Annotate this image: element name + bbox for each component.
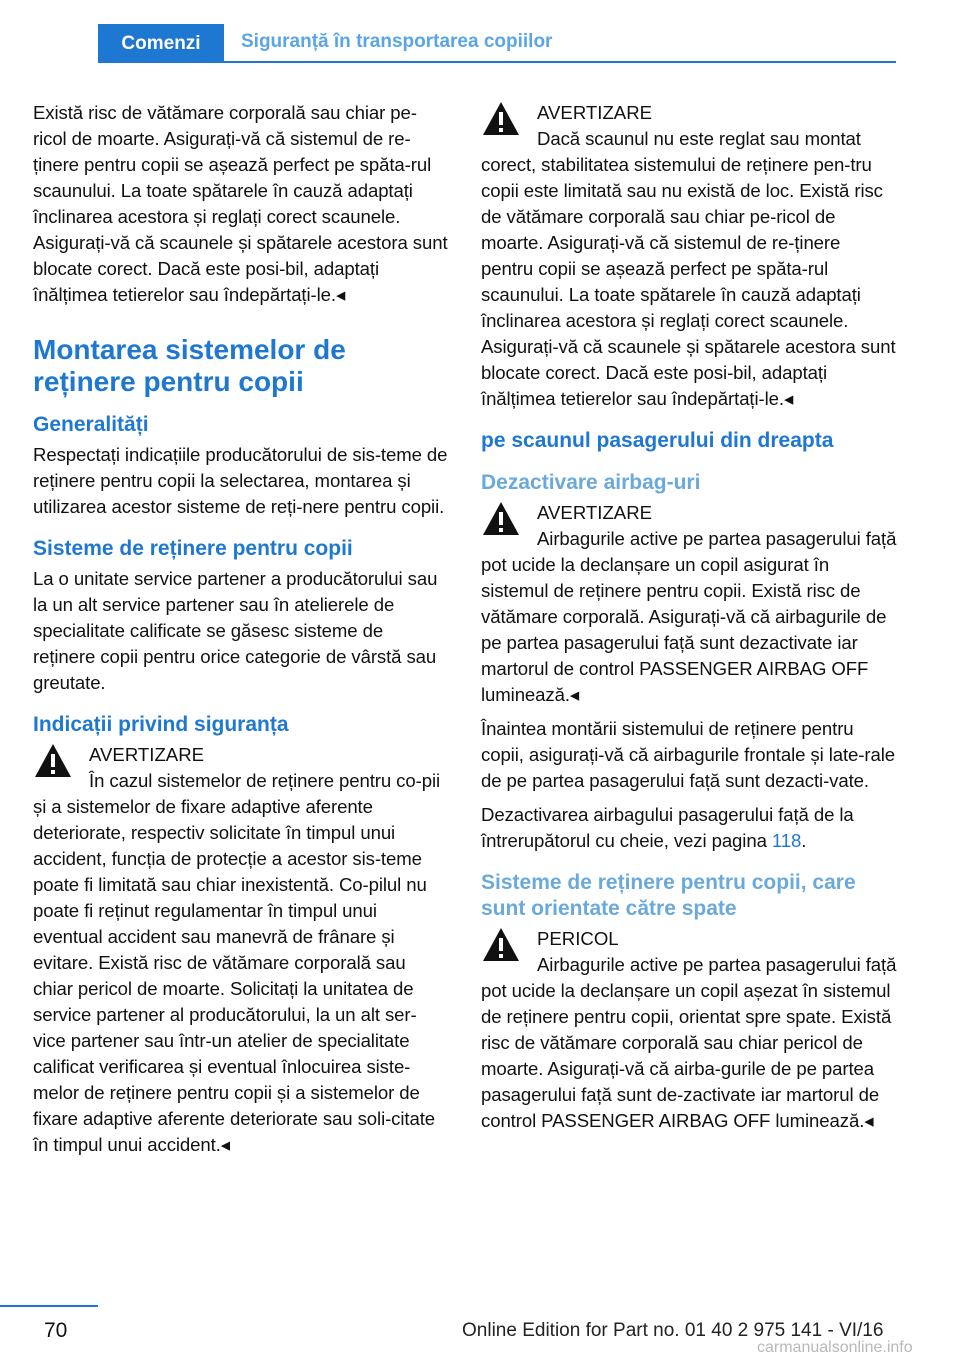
paragraph: Există risc de vătămare corporală sau chiar pe-ricol de moarte. Asigurați-vă că sistemul de re-ținere pentru copii se așează perfect pe spăta-rul scaunului. La toate spătarele în cauză adaptați înclinarea acestora și reglați corect scaunele. Asigurați-vă că scaunele și spătarele acestora sunt blocate corect. Dacă este posi-bil, adaptați înălțimea tetierelor sau îndepărtați-le.◂ (33, 102, 448, 305)
subheading-safety: Indicații privind siguranța (33, 713, 289, 736)
paragraph: La o unitate service partener a producătorului sau la un alt service partener sau în atelierele de specialitate calificate se găsesc sisteme de reținere copii pentru orice categorie de vârstă sau greutate. (33, 568, 438, 693)
section-tab[interactable]: Comenzi (98, 24, 224, 63)
warning-block (33, 742, 449, 1158)
warning-text: Airbagurile active pe partea pasagerului față pot ucide la declanșare un copil asigurat în sistemul de reținere pentru copii. Există risc de vătămare corporală. Asigurați-vă că airbagurile de pe partea pasagerului față sunt dezactivate iar martorul de control PASSENGER AIRBAG OFF luminează.◂ (481, 528, 897, 705)
section-heading: Montarea sistemelor de reținere pentru copii (33, 334, 346, 397)
warning-triangle-icon (481, 100, 521, 137)
danger-block (481, 926, 897, 1134)
warning-triangle-icon (481, 500, 521, 537)
chapter-title: Siguranță în transportarea copiilor (241, 31, 553, 52)
subheading-systems: Sisteme de reținere pentru copii (33, 537, 353, 560)
page-number: 70 (44, 1319, 68, 1342)
subheading-rear-facing: Sisteme de reținere pentru copii, care sunt orientate către spate (481, 871, 856, 920)
edition-note: Online Edition for Part no. 01 40 2 975 141 - VI/16 (462, 1320, 884, 1341)
right-column (481, 100, 897, 1142)
paragraph-deactivation (481, 802, 897, 854)
footer-divider (0, 1305, 98, 1307)
warning-triangle-icon (481, 926, 521, 963)
left-column (33, 100, 449, 1166)
warning-label: AVERTIZARE (537, 502, 653, 523)
warning-text: Dacă scaunul nu este reglat sau montat corect, stabilitatea sistemului de reținere pen-tru copii este limitată sau nu există de loc. Există risc de vătămare corporală sau chiar pe-ricol de moarte. Asigurați-vă că sistemul de re-ținere pentru copii se așează perfect pe spăta-rul scaunului. La toate spătarele în cauză adaptați înclinarea acestora și reglați corect scaunele. Asigurați-vă că scaunele și spătarele acestora sunt blocate corect. Dacă este posi-bil, adaptați înălțimea tetierelor sau îndepărtați-le.◂ (481, 128, 896, 409)
warning-triangle-icon (33, 742, 73, 779)
header-divider (224, 61, 896, 63)
subheading-passenger-seat: pe scaunul pasagerului din dreapta (481, 429, 834, 452)
paragraph: Respectați indicațiile producătorului de sis-teme de reținere pentru copii la selectarea, montarea și utilizarea acestor sisteme de reți-nere pentru copii. (33, 444, 448, 517)
page-link[interactable]: 118 (771, 830, 802, 851)
deactivation-suffix: . (801, 830, 807, 851)
warning-label: AVERTIZARE (537, 102, 653, 123)
subheading-general: Generalități (33, 413, 149, 436)
warning-label: AVERTIZARE (89, 744, 205, 765)
danger-text: Airbagurile active pe partea pasagerului față pot ucide la declanșare un copil așezat în sistemul de reținere pentru copii, orientat spre spate. Există risc de vătămare corporală sau chiar pericol de moarte. Asigurați-vă că airba-gurile de pe partea pasagerului față sunt de-zactivate iar martorul de control PASSENGER AIRBAG OFF luminează.◂ (481, 954, 897, 1131)
subheading-deactivate-airbags: Dezactivare airbag-uri (481, 471, 701, 494)
danger-label: PERICOL (537, 928, 619, 949)
warning-block (481, 500, 897, 708)
warning-text: În cazul sistemelor de reținere pentru co-pii și a sistemelor de fixare adaptive aferente deteriorate, respectiv solicitate în timpul unui accident, funcția de protecție a acestor sis-teme poate fi limitată sau chiar inexistentă. Co-pilul nu poate fi reținut regulamentar în timpul unui eventual accident sau manevră de frânare și evitare. Există risc de vătămare corporală sau chiar pericol de moarte. Solicitați la unitatea de service partener al producătorului, la un alt ser-vice partener sau într-un atelier de specialitate calificat verificarea și eventual înlocuirea siste-melor de reținere pentru copii și a sistemelor de fixare adaptive aferente deteriorate sau soli-citate în timpul unui accident.◂ (33, 770, 441, 1155)
paragraph: Înaintea montării sistemului de reținere pentru copii, asigurați-vă că airbagurile frontale și late-rale de pe partea pasagerului față sunt dezacti-vate. (481, 718, 895, 791)
warning-block (481, 100, 897, 412)
deactivation-text: Dezactivarea airbagului pasagerului față de la întrerupătorul cu cheie, vezi pagina (481, 804, 854, 851)
watermark: carmanualsonline.info (757, 1339, 913, 1356)
